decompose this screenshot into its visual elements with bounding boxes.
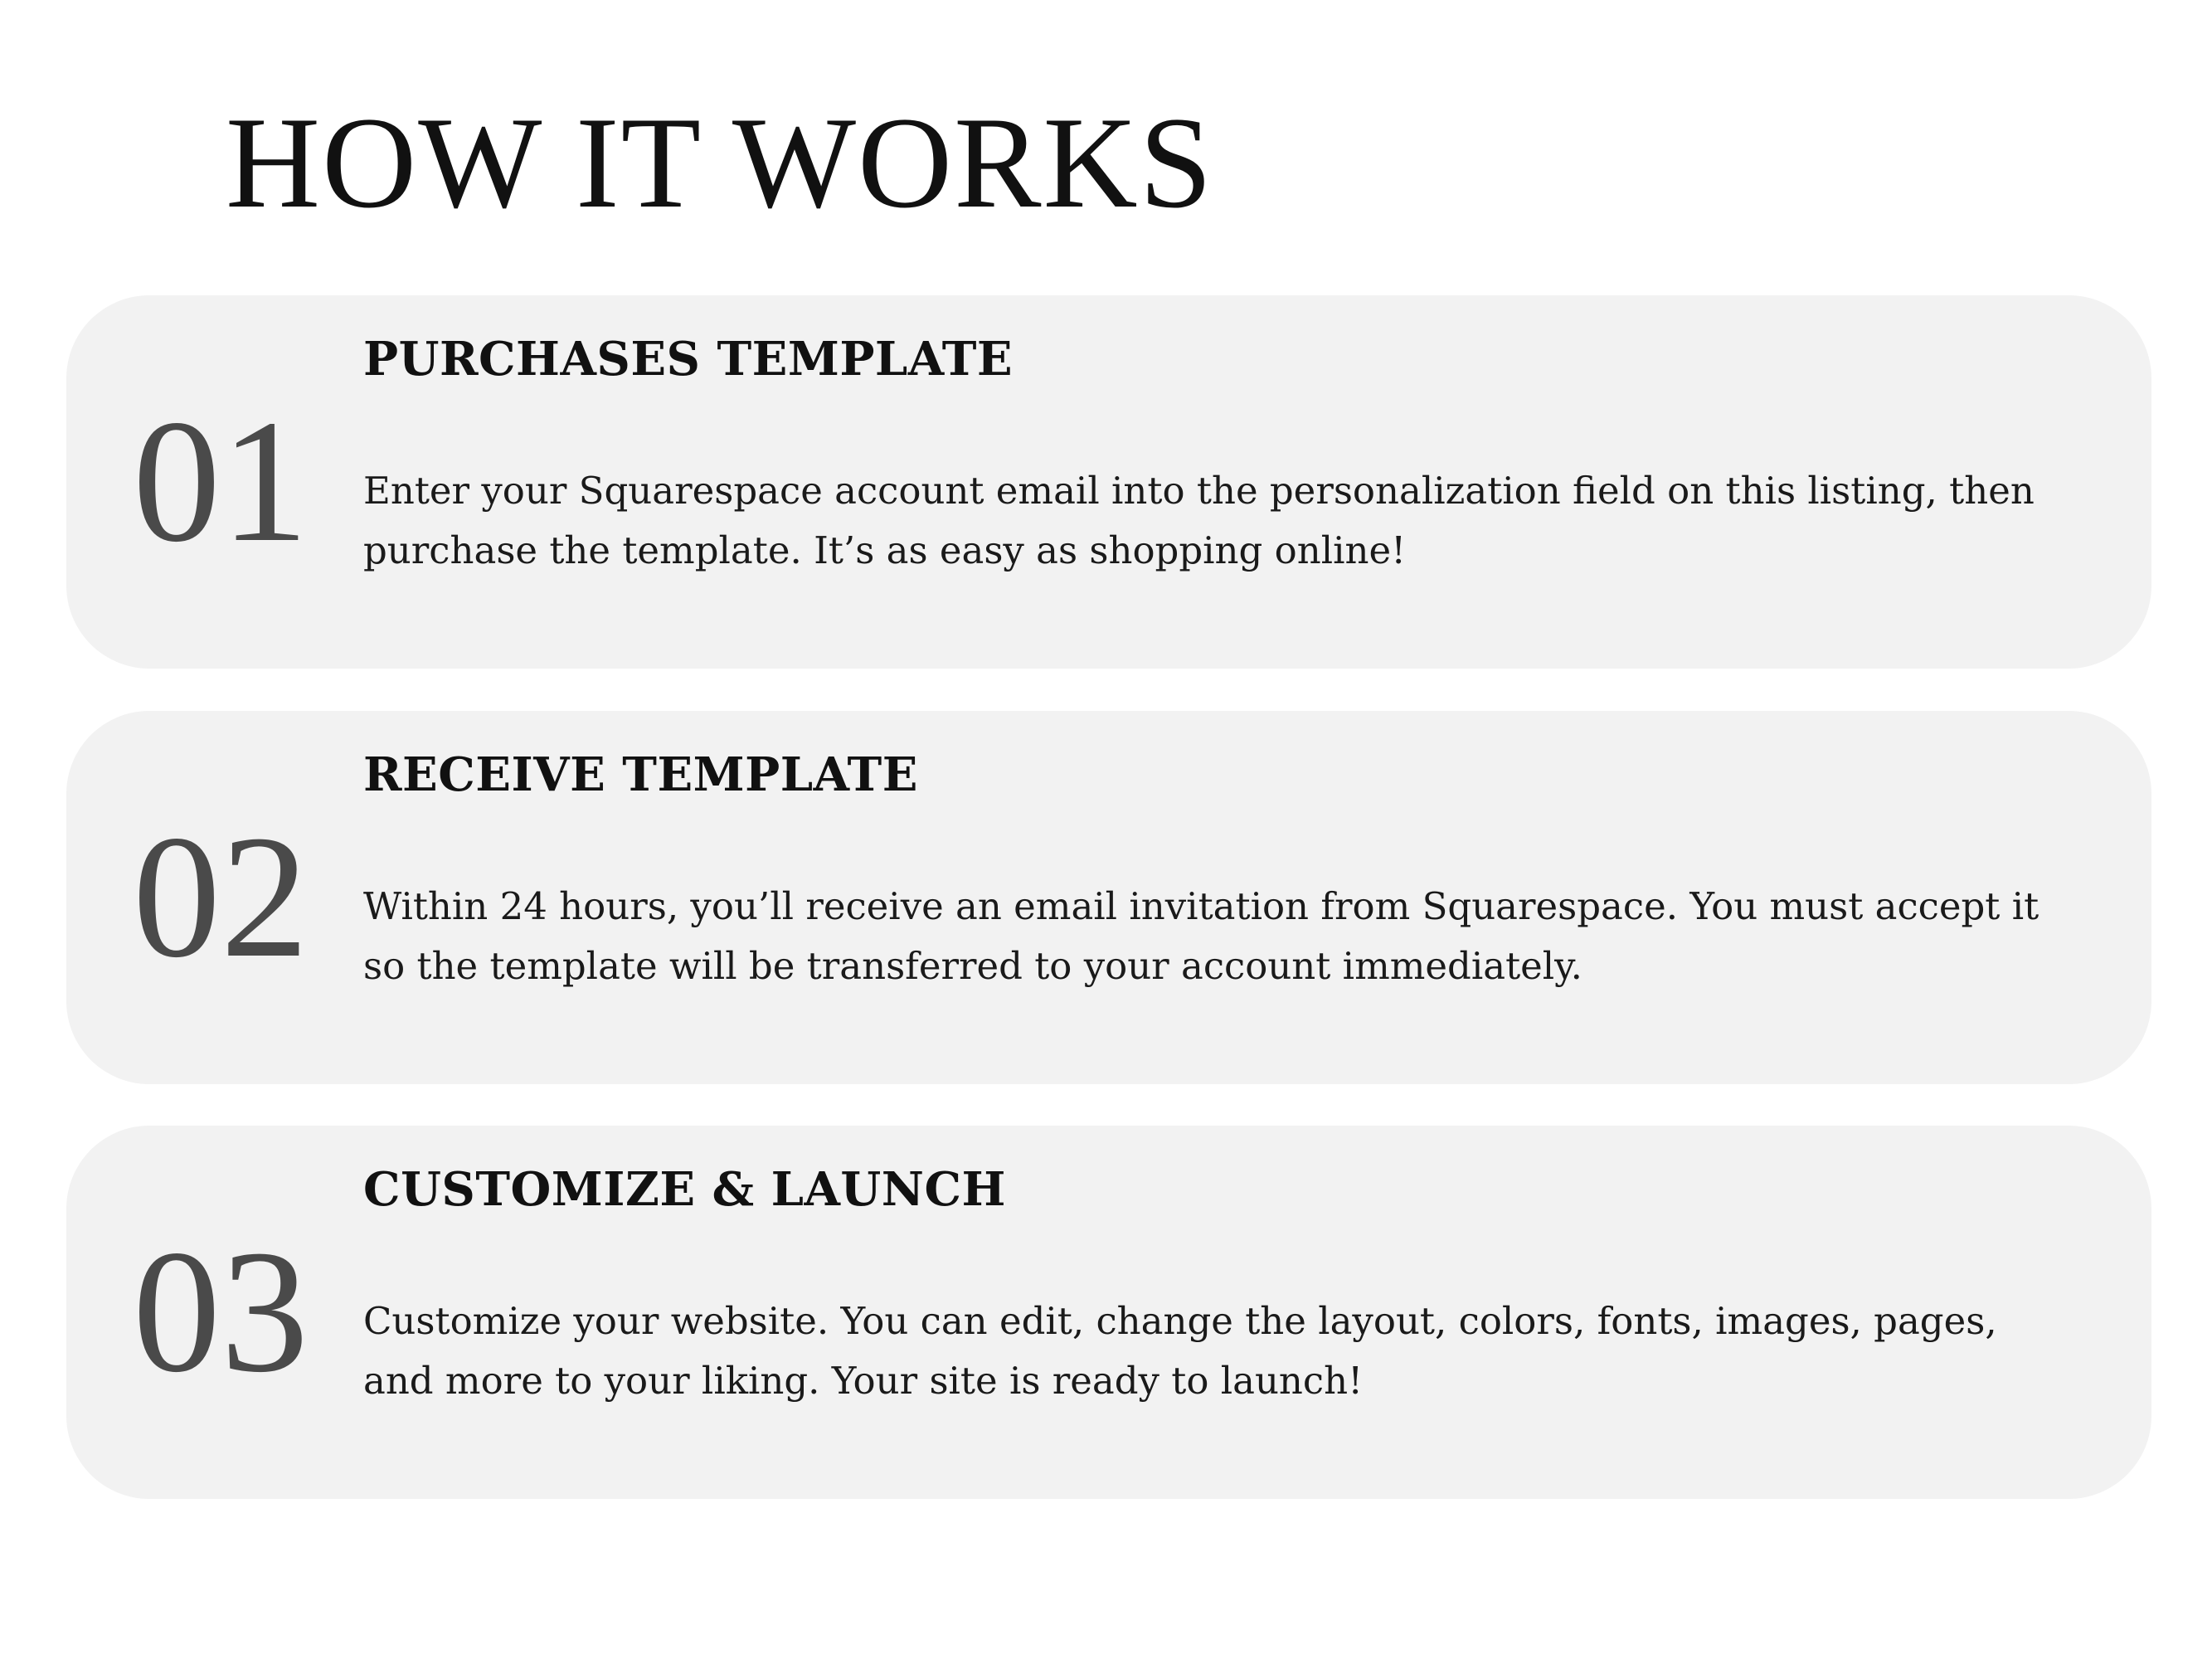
- step-number: 02: [133, 799, 309, 994]
- step-description: Within 24 hours, you’ll receive an email invitation from Squarespace. You must accept it so the template will be transferred to your account immediately.: [363, 884, 2039, 988]
- step-description: Enter your Squarespace account email into the personalization field on this listing, then purchase the template. It’s as easy as shopping online!: [363, 469, 2035, 572]
- step-heading: CUSTOMIZE & LAUNCH: [363, 1162, 1006, 1217]
- step-card-3: [66, 1126, 2151, 1499]
- step-description: Customize your website. You can edit, change the layout, colors, fonts, images, pages, and more to your liking. Your site is ready to launch!: [363, 1299, 1997, 1403]
- step-number: 03: [133, 1214, 309, 1408]
- step-number: 01: [133, 383, 309, 578]
- step-card-1: [66, 295, 2151, 669]
- step-card-2: [66, 711, 2151, 1084]
- step-heading: PURCHASES TEMPLATE: [363, 332, 1014, 387]
- step-heading: RECEIVE TEMPLATE: [363, 747, 918, 802]
- page-title: HOW IT WORKS: [226, 90, 1214, 236]
